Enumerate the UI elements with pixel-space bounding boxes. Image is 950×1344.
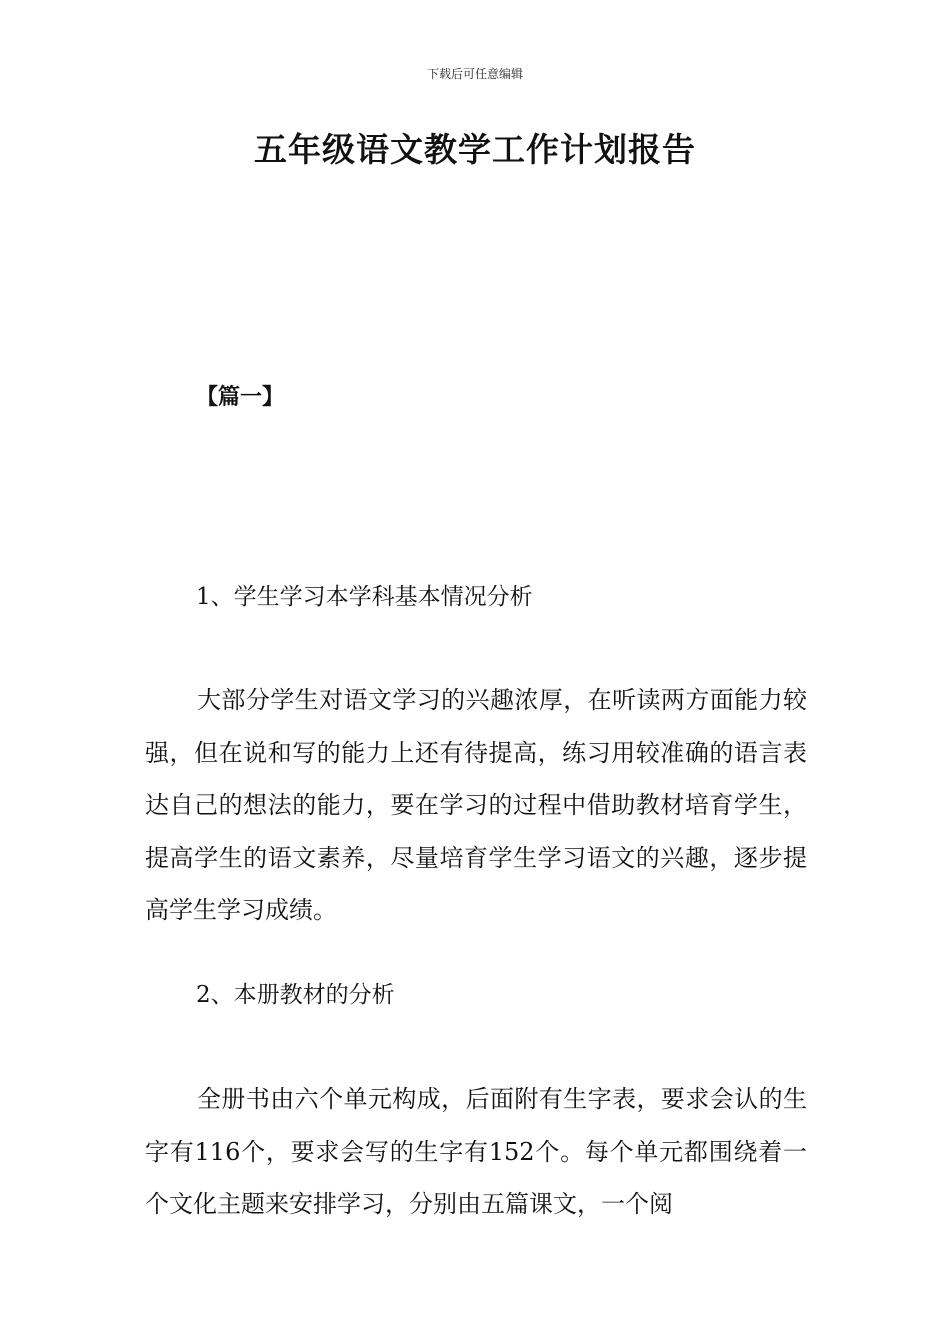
section-paragraph-2: 全册书由六个单元构成，后面附有生字表，要求会认的生字有116个，要求会写的生字有152个。每个单元都围绕着一个文化主题来安排学习，分别由五篇课文，一个阅 xyxy=(145,1085,807,1218)
section-paragraph-1: 大部分学生对语文学习的兴趣浓厚，在听读两方面能力较强，但在说和写的能力上还有待提高，练习用较准确的语言表达自己的想法的能力，要在学习的过程中借助教材培育学生，提高学生的语文素养，尽量培育学生学习语文的兴趣，逐步提高学生学习成绩。 xyxy=(145,686,807,924)
section-heading-2: 2、本册教材的分析 xyxy=(196,982,395,1008)
section-marker: 【篇一】 xyxy=(196,385,285,410)
header-note: 下载后可任意编辑 xyxy=(426,67,523,81)
section-heading-1: 1、学生学习本学科基本情况分析 xyxy=(196,584,533,610)
document-title: 五年级语文教学工作计划报告 xyxy=(254,130,696,169)
